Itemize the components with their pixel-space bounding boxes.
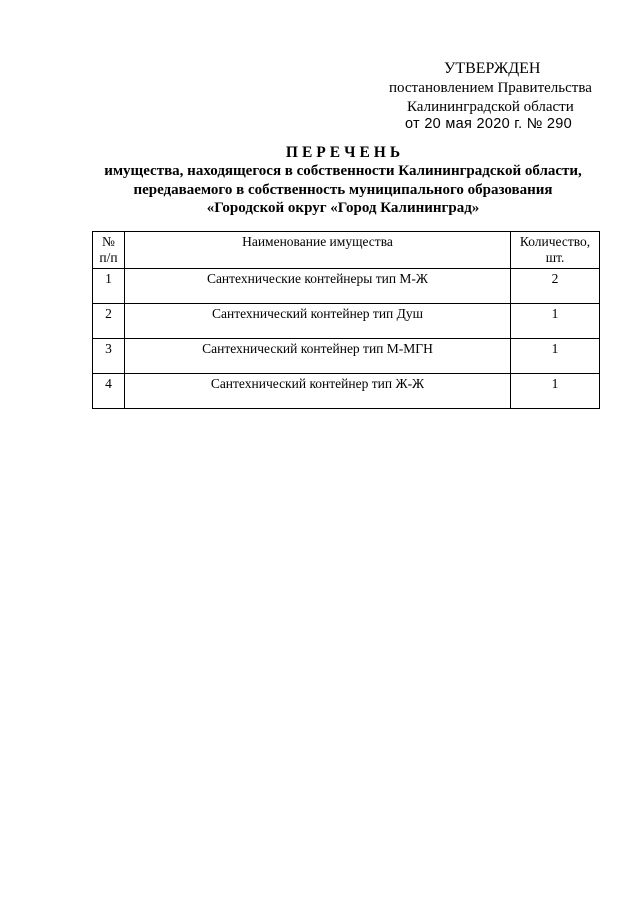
property-table — [92, 231, 600, 409]
approval-heading: УТВЕРЖДЕН — [444, 60, 541, 77]
document-subtitle-line-2: передаваемого в собственность муниципального образования — [133, 181, 553, 198]
row-name: Сантехнический контейнер тип М-МГН — [124, 339, 510, 374]
header-quantity-line-1: Количество, — [519, 234, 591, 249]
table-row — [93, 269, 600, 304]
row-name: Сантехнический контейнер тип Ж-Ж — [124, 374, 510, 409]
table-header-row — [93, 232, 600, 269]
table-row — [93, 304, 600, 339]
table-row — [93, 374, 600, 409]
row-number: 4 — [93, 374, 125, 409]
row-quantity: 1 — [511, 374, 600, 409]
row-name: Сантехнические контейнеры тип М-Ж — [124, 269, 510, 304]
row-number: 3 — [93, 339, 125, 374]
row-number: 1 — [93, 269, 125, 304]
header-number-line-2: п/п — [99, 250, 118, 265]
document-subtitle-line-1: имущества, находящегося в собственности Калининградской области, — [104, 163, 582, 179]
header-number-line-1: № — [102, 234, 115, 249]
header-quantity — [511, 232, 600, 269]
row-quantity: 1 — [511, 304, 600, 339]
header-name: Наименование имущества — [124, 232, 510, 269]
header-number — [93, 232, 125, 269]
approval-date-number: от 20 мая 2020 г. № 290 — [405, 116, 573, 132]
document-title-block — [0, 144, 640, 218]
document-title: ПЕРЕЧЕНЬ — [285, 144, 405, 161]
approval-region: Калининградской области — [407, 99, 574, 115]
table-row — [93, 339, 600, 374]
document-subtitle-line-3: «Городской округ «Город Калининград» — [206, 200, 480, 216]
row-quantity: 1 — [511, 339, 600, 374]
row-number: 2 — [93, 304, 125, 339]
header-quantity-line-2: шт. — [545, 250, 565, 265]
row-name: Сантехнический контейнер тип Душ — [124, 304, 510, 339]
approval-authority: постановлением Правительства — [389, 80, 592, 96]
row-quantity: 2 — [511, 269, 600, 304]
